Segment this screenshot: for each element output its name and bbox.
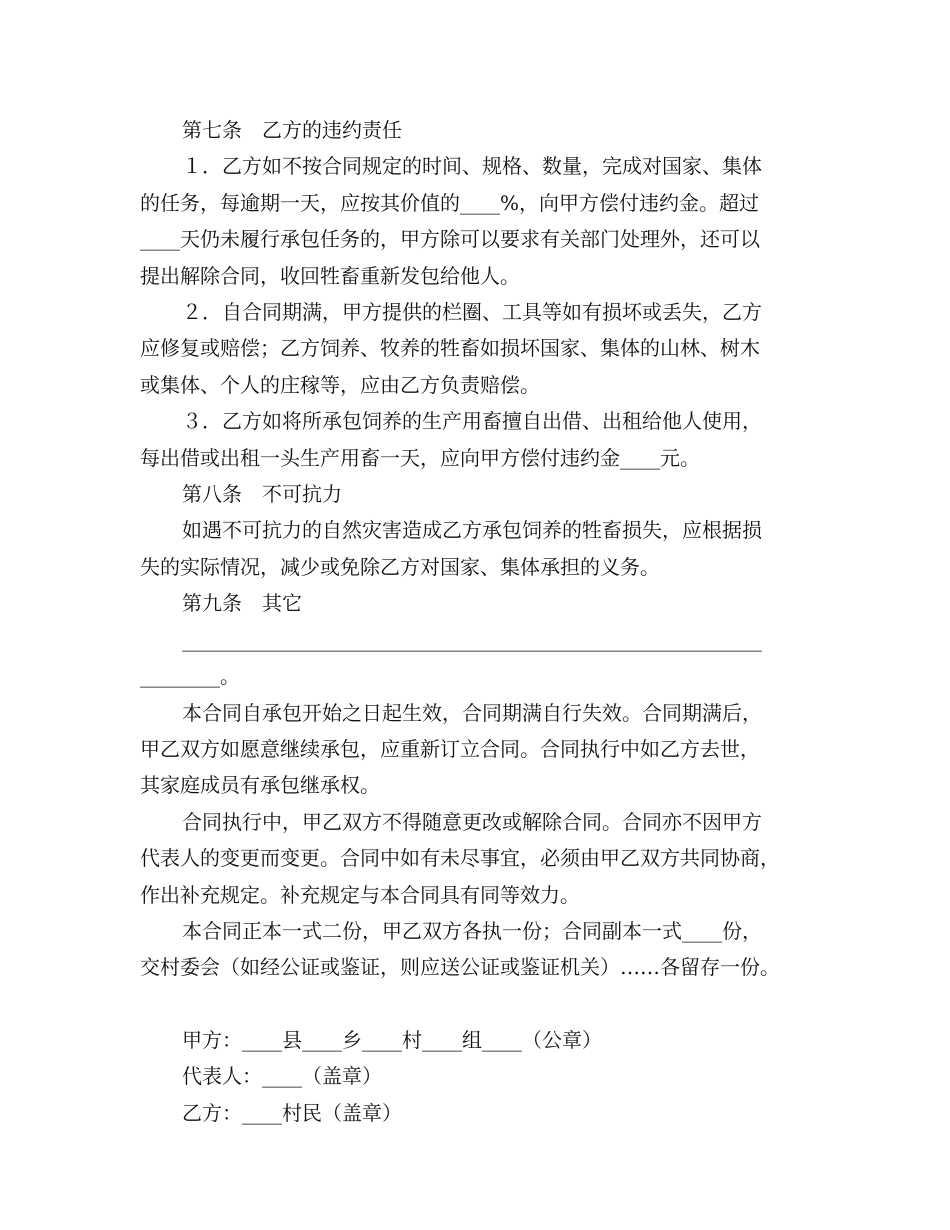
- signature-spacer: [140, 986, 820, 1022]
- effect-line-1: 本合同自承包开始之日起生效，合同期满自行失效。合同期满后，: [182, 700, 762, 725]
- article-9-blank-line-1: __________________________________________________________: [182, 627, 762, 652]
- modification-line-1: 合同执行中，甲乙双方不得随意更改或解除合同。合同亦不因甲方: [182, 809, 762, 834]
- article-7-item-3-line-2: 每出借或出租一头生产用畜一天，应向甲方偿付违约金____元。: [140, 445, 700, 470]
- copies-line-1: 本合同正本一式二份，甲乙双方各执一份；合同副本一式____份，: [182, 918, 762, 943]
- article-7-item-1-line-2: 的任务，每逾期一天，应按其价值的____%，向甲方偿付违约金。超过: [140, 190, 760, 215]
- article-9-blank-line-2: ________。: [140, 664, 240, 689]
- effect-line-2: 甲乙双方如愿意继续承包，应重新订立合同。合同执行中如乙方去世，: [140, 736, 760, 761]
- article-7-item-1-line-1: １．乙方如不按合同规定的时间、规格、数量，完成对国家、集体: [182, 154, 762, 179]
- modification-line-3: 作出补充规定。补充规定与本合同具有同等效力。: [140, 882, 580, 907]
- contract-page: [140, 112, 820, 1131]
- article-7-heading: 第七条 乙方的违约责任: [182, 118, 402, 142]
- article-8-heading: 第八条 不可抗力: [182, 482, 342, 507]
- article-7-item-3-line-1: ３．乙方如将所承包饲养的生产用畜擅自出借、出租给他人使用，: [182, 409, 762, 434]
- article-7-item-1-line-3: ____天仍未履行承包任务的，甲方除可以要求有关部门处理外，还可以: [140, 227, 760, 252]
- effect-line-3: 其家庭成员有承包继承权。: [140, 773, 380, 798]
- copies-line-2: 交村委会（如经公证或鉴证，则应送公证或鉴证机关）……各留存一份。: [140, 955, 780, 980]
- article-7-item-2-line-1: ２．自合同期满，甲方提供的栏圈、工具等如有损坏或丢失，乙方: [182, 300, 762, 325]
- party-b-signature: 乙方：____村民（盖章）: [182, 1100, 402, 1125]
- party-a-signature: 甲方：____县____乡____村____组____（公章）: [182, 1027, 602, 1052]
- article-7-item-2-line-2: 应修复或赔偿；乙方饲养、牧养的牲畜如损坏国家、集体的山林、树木: [140, 336, 760, 361]
- article-9-heading: 第九条 其它: [182, 591, 302, 616]
- article-7-item-1-line-4: 提出解除合同，收回牲畜重新发包给他人。: [140, 263, 520, 288]
- representative-signature: 代表人：____（盖章）: [182, 1064, 382, 1089]
- article-7-item-2-line-3: 或集体、个人的庄稼等，应由乙方负责赔偿。: [140, 372, 540, 397]
- article-8-body-line-2: 失的实际情况，减少或免除乙方对国家、集体承担的义务。: [140, 554, 660, 579]
- modification-line-2: 代表人的变更而变更。合同中如有未尽事宜，必须由甲乙双方共同协商，: [140, 846, 780, 871]
- article-8-body-line-1: 如遇不可抗力的自然灾害造成乙方承包饲养的牲畜损失，应根据损: [182, 518, 762, 543]
